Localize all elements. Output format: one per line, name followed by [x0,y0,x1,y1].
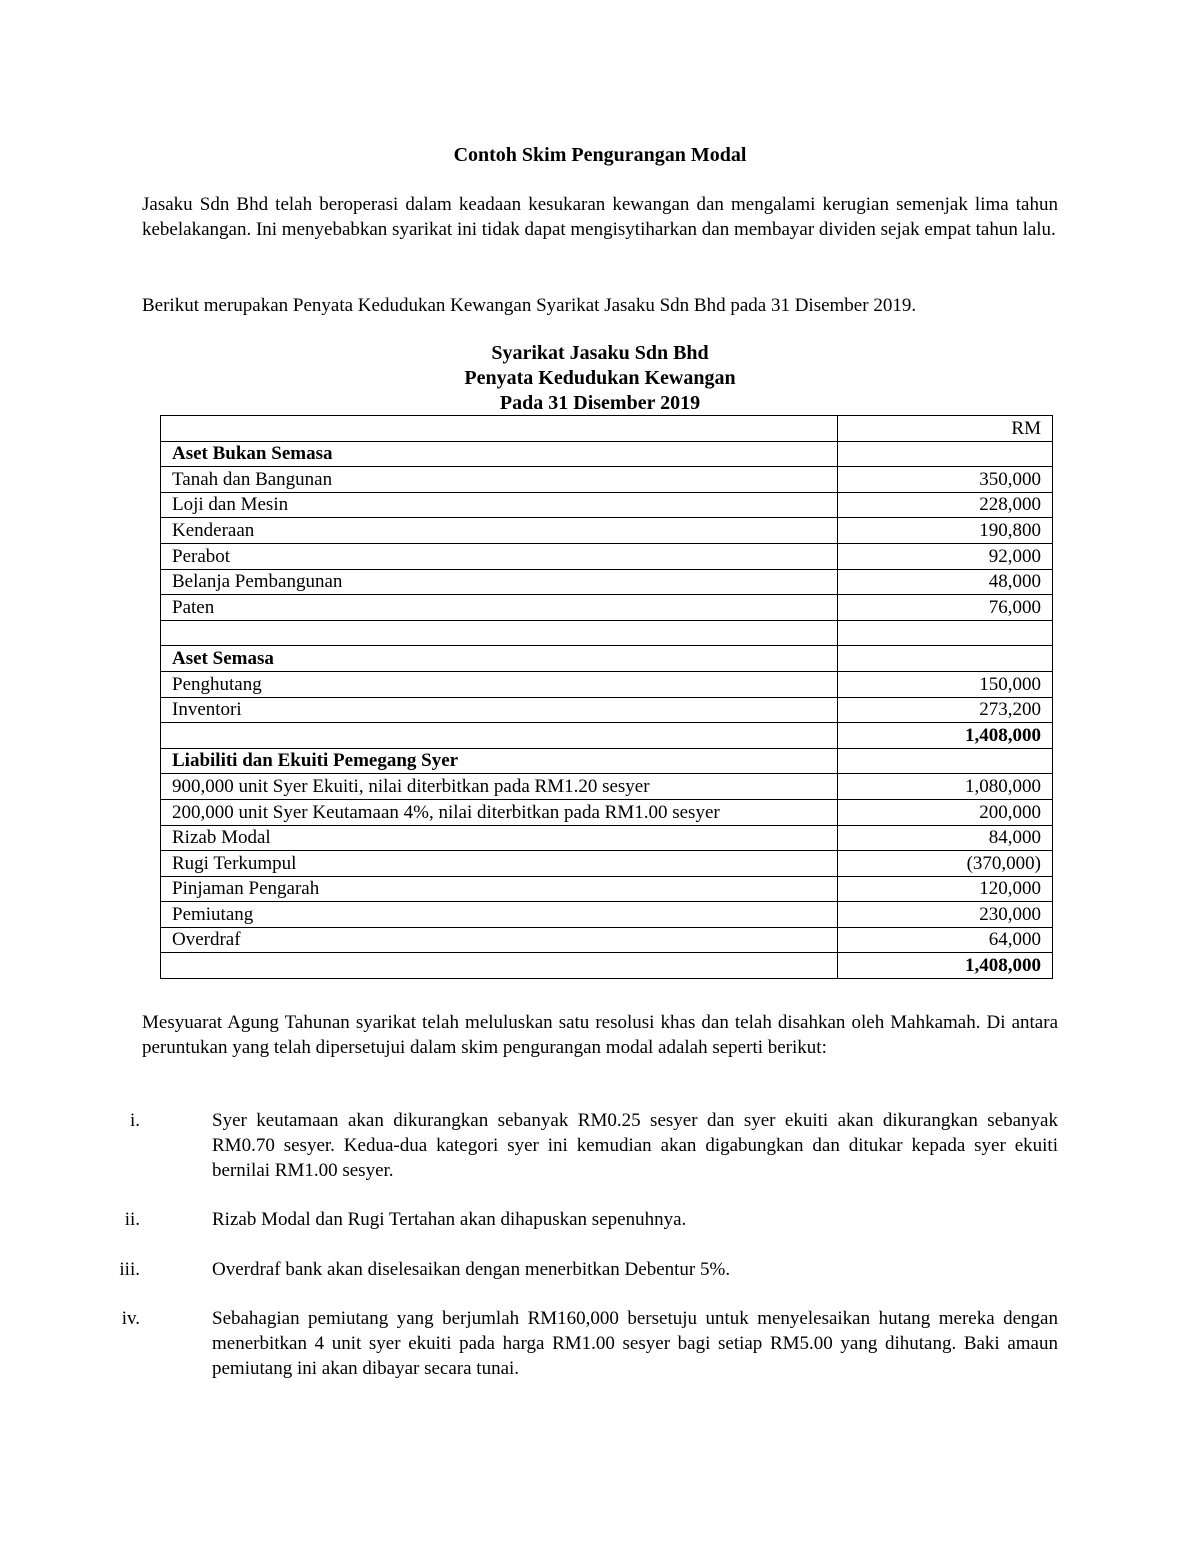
total-row [161,723,1053,749]
statement-intro-paragraph: Berikut merupakan Penyata Kedudukan Kewangan Syarikat Jasaku Sdn Bhd pada 31 Disember 2019. [142,295,917,316]
table-row [161,825,1053,851]
table-row [161,492,1053,518]
table-cell-label: 900,000 unit Syer Ekuiti, nilai diterbitkan pada RM1.20 sesyer [161,774,838,800]
table-cell-amount [838,441,1053,467]
table-cell-amount: 64,000 [838,927,1053,953]
table-cell-label: Rizab Modal [161,825,838,851]
table-cell-amount [838,646,1053,672]
table-row [161,851,1053,877]
currency-header: RM [838,416,1053,442]
table-cell-amount: 230,000 [838,902,1053,928]
table-cell-label [161,723,838,749]
table-row [161,902,1053,928]
list-item-text: Syer keutamaan akan dikurangkan sebanyak RM0.25 sesyer dan syer ekuiti akan dikurangkan sebanyak RM0.70 sesyer. Kedua-dua kategori syer ini kemudian akan digabungkan dan ditukar kepada syer ekuiti bernilai RM1.00 sesyer. [212,1110,1058,1181]
table-row [161,543,1053,569]
section-heading: Liabiliti dan Ekuiti Pemegang Syer [161,748,838,774]
table-cell-amount: 84,000 [838,825,1053,851]
resolution-paragraph: Mesyuarat Agung Tahunan syarikat telah meluluskan satu resolusi khas dan telah disahkan oleh Mahkamah. Di antara peruntukan yang telah dipersetujui dalam skim pengurangan modal adalah seperti berikut: [142,1012,1058,1058]
table-row [161,467,1053,493]
table-cell-amount: 1,080,000 [838,774,1053,800]
list-item-text: Overdraf bank akan diselesaikan dengan menerbitkan Debentur 5%. [212,1259,731,1280]
table-cell-label: Pinjaman Pengarah [161,876,838,902]
table-cell-amount: 273,200 [838,697,1053,723]
table-cell-amount: 190,800 [838,518,1053,544]
table-cell-amount: 350,000 [838,467,1053,493]
table-row [161,774,1053,800]
table-cell-label: Paten [161,595,838,621]
table-cell-amount: 92,000 [838,543,1053,569]
table-row [161,441,1053,467]
list-item-text: Rizab Modal dan Rugi Tertahan akan dihapuskan sepenuhnya. [212,1209,687,1230]
table-header-row [161,416,1053,442]
table-cell-label: Tanah dan Bangunan [161,467,838,493]
table-cell-label: Pemiutang [161,902,838,928]
total-row [161,953,1053,979]
table-cell-label: Loji dan Mesin [161,492,838,518]
table-cell-label [161,620,838,646]
table-cell-amount: 48,000 [838,569,1053,595]
table-cell-label: Belanja Pembangunan [161,569,838,595]
table-cell-label: Overdraf [161,927,838,953]
list-item-number: i. [129,1110,140,1131]
table-cell-label: Perabot [161,543,838,569]
table-row [161,518,1053,544]
table-cell-amount: 150,000 [838,671,1053,697]
table-row [161,799,1053,825]
table-row [161,697,1053,723]
statement-heading [0,341,1200,416]
statement-name: Penyata Kedudukan Kewangan [464,367,736,389]
total-amount: 1,408,000 [838,953,1053,979]
table-row [161,748,1053,774]
intro-paragraph: Jasaku Sdn Bhd telah beroperasi dalam keadaan kesukaran kewangan dan mengalami kerugian semenjak lima tahun kebelakangan. Ini menyebabkan syarikat ini tidak dapat mengisytiharkan dan membayar dividen sejak empat tahun lalu. [142,194,1058,240]
table-row [161,671,1053,697]
table-cell-amount: (370,000) [838,851,1053,877]
table-cell-label: Inventori [161,697,838,723]
table-row [161,646,1053,672]
table-row [161,569,1053,595]
list-item-text: Sebahagian pemiutang yang berjumlah RM160,000 bersetuju untuk menyelesaikan hutang mereka dengan menerbitkan 4 unit syer ekuiti pada harga RM1.00 sesyer bagi setiap RM5.00 yang dihutang. Baki amaun pemiutang ini akan dibayar secara tunai. [212,1308,1058,1379]
list-item-number: ii. [124,1209,140,1230]
section-heading: Aset Bukan Semasa [161,441,838,467]
company-name: Syarikat Jasaku Sdn Bhd [491,342,709,364]
table-cell-amount: 200,000 [838,799,1053,825]
table-cell-label: Penghutang [161,671,838,697]
table-cell-label [161,953,838,979]
table-cell-label: Kenderaan [161,518,838,544]
table-cell-label: Rugi Terkumpul [161,851,838,877]
table-row [161,595,1053,621]
table-row [161,876,1053,902]
table-cell-amount: 228,000 [838,492,1053,518]
table-cell-amount [838,748,1053,774]
financial-position-table [160,415,1053,979]
table-row [161,927,1053,953]
statement-date: Pada 31 Disember 2019 [499,392,701,414]
list-item-number: iv. [121,1308,140,1329]
total-amount: 1,408,000 [838,723,1053,749]
list-item-number: iii. [119,1259,140,1280]
table-row [161,620,1053,646]
table-cell-label: 200,000 unit Syer Keutamaan 4%, nilai diterbitkan pada RM1.00 sesyer [161,799,838,825]
section-heading: Aset Semasa [161,646,838,672]
table-cell-amount: 120,000 [838,876,1053,902]
document-title: Contoh Skim Pengurangan Modal [453,144,747,166]
table-cell-amount [838,620,1053,646]
table-cell-label [161,416,838,442]
table-cell-amount: 76,000 [838,595,1053,621]
